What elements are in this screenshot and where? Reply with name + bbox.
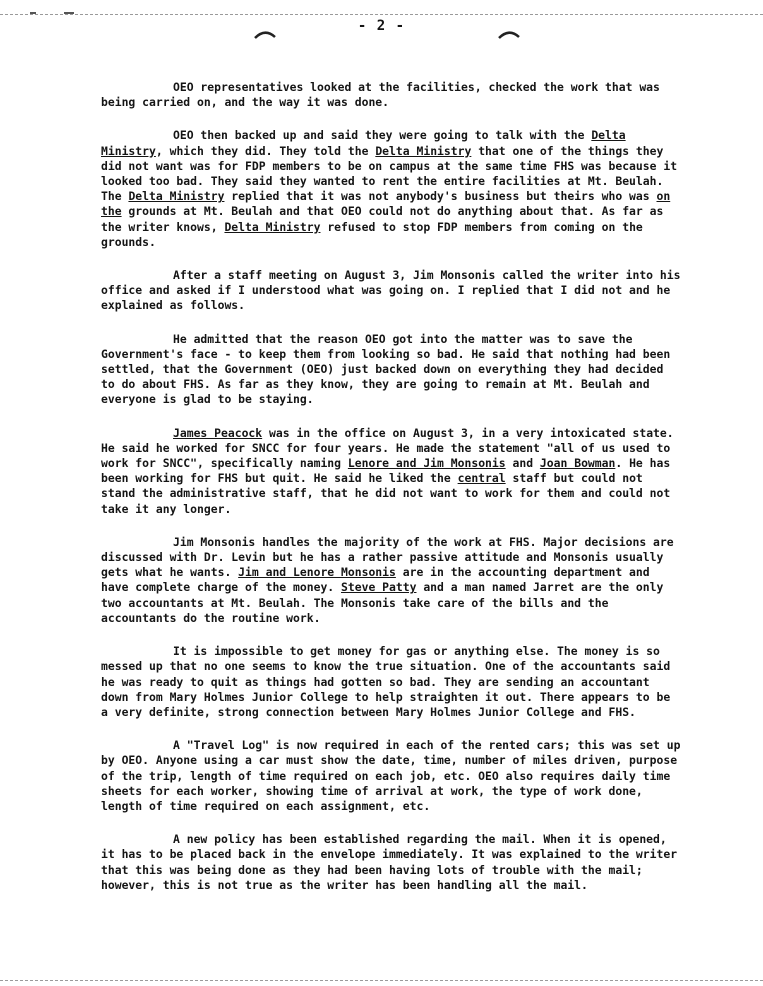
paragraph-text: . He has been working for FHS but quit. He said he liked the	[101, 456, 671, 486]
paragraph	[101, 332, 681, 408]
binder-hole-mark-left	[254, 28, 276, 40]
paragraph	[101, 80, 681, 110]
underlined-text: Delta Ministry	[224, 219, 321, 234]
paragraph	[101, 535, 681, 626]
paragraph-text: Jim Monsonis handles the majority of the work at FHS. Major decisions are discussed with Dr. Levin but he has a rather passive attitude and Monsonis usually gets what he wants.	[101, 534, 674, 580]
document-body	[101, 80, 681, 911]
underlined-text: Delta Ministry	[128, 189, 225, 204]
paragraph	[101, 832, 681, 893]
bottom-scan-edge	[0, 980, 763, 981]
paragraph	[101, 426, 681, 517]
paragraph-text: are in the accounting department and have complete charge of the money.	[101, 565, 650, 595]
paragraph-text: grounds at Mt. Beulah and that OEO could not do anything about that. As far as the writer knows,	[101, 204, 664, 234]
underlined-text: Lenore and Jim Monsonis	[347, 456, 506, 471]
paragraph-text: replied that it was not anybody's business but theirs who was	[224, 189, 657, 204]
scan-mark-left-2	[64, 12, 74, 14]
paragraph	[101, 644, 681, 720]
paragraph-text: A "Travel Log" is now required in each of the rented cars; this was set up by OEO. Anyone using a car must show the date, time, number of miles driven, purpose of the trip, length of time required on each job, etc. OEO also requires daily time sheets for each worker, showing time of arrival at work, the type of work done, length of time required on each assignment, etc.	[101, 738, 681, 813]
paragraph-text: that one of the things they did not want was for FDP members to be on campus at the same time FHS was because it looked too bad. They said they wanted to rent the entire facilities at Mt. Beulah. The	[101, 143, 678, 204]
paragraph	[101, 738, 681, 814]
underlined-text: Joan Bowman	[539, 456, 616, 471]
paragraph	[101, 128, 681, 250]
paragraph-text: was in the office on August 3, in a very intoxicated state. He said he worked for SNCC for four years. He made the statement "all of us used to work for SNCC", specifically naming	[101, 425, 674, 471]
page-number: - 2 -	[357, 18, 406, 34]
paragraph-text: After a staff meeting on August 3, Jim Monsonis called the writer into his office and asked if I understood what was going on. I replied that I did not and he explained as follows.	[101, 268, 681, 313]
underlined-text: central	[457, 471, 506, 486]
paragraph-text: OEO then backed up and said they were going to talk with the	[173, 128, 592, 143]
binder-hole-mark-right	[498, 28, 520, 40]
top-scan-edge	[0, 14, 763, 15]
scan-mark-left	[30, 12, 36, 14]
paragraph-text: refused to stop FDP members from coming on the grounds.	[101, 219, 643, 249]
paragraph-text: A new policy has been established regarding the mail. When it is opened, it has to be placed back in the envelope immediately. It was explained to the writer that this was being done as they had been having lots of trouble with the mail; however, this is not true as the writer has been handling all the mail.	[101, 832, 678, 892]
paragraph	[101, 268, 681, 314]
paragraph-text: staff but could not stand the administrative staff, that he did not want to work for them and could not take it any longer.	[101, 471, 671, 516]
underlined-text: Steve Patty	[341, 580, 417, 595]
underlined-text: Delta Ministry	[101, 128, 626, 158]
paragraph-text: He admitted that the reason OEO got into the matter was to save the Government's face - to keep them from looking so bad. He said that nothing had been settled, that the Government (OEO) just backed down on everything they had decided to do about FHS. As far as they know, they are going to remain at Mt. Beulah and everyone is glad to be staying.	[101, 331, 671, 407]
paragraph-text: and	[505, 456, 540, 471]
underlined-text: Delta Ministry	[375, 143, 472, 158]
paragraph-text: It is impossible to get money for gas or anything else. The money is so messed up that no one seems to know the true situation. One of the accountants said he was ready to quit as things had gotten so bad. They are sending an accountant down from Mary Holmes Junior College to help straighten it out. There appears to be a very definite, strong connection between Mary Holmes Junior College and FHS.	[101, 644, 671, 719]
paragraph-text: , which they did. They told the	[155, 143, 376, 158]
paragraph-text: OEO representatives looked at the facilities, checked the work that was being carried on, and the way it was done.	[101, 80, 660, 110]
underlined-text: on the	[101, 189, 671, 219]
underlined-text: James Peacock	[173, 425, 263, 440]
underlined-text: Jim and Lenore Monsonis	[238, 565, 396, 580]
paragraph-text: and a man named Jarret are the only two accountants at Mt. Beulah. The Monsonis take care of the bills and the accountants do the routine work.	[101, 580, 664, 625]
